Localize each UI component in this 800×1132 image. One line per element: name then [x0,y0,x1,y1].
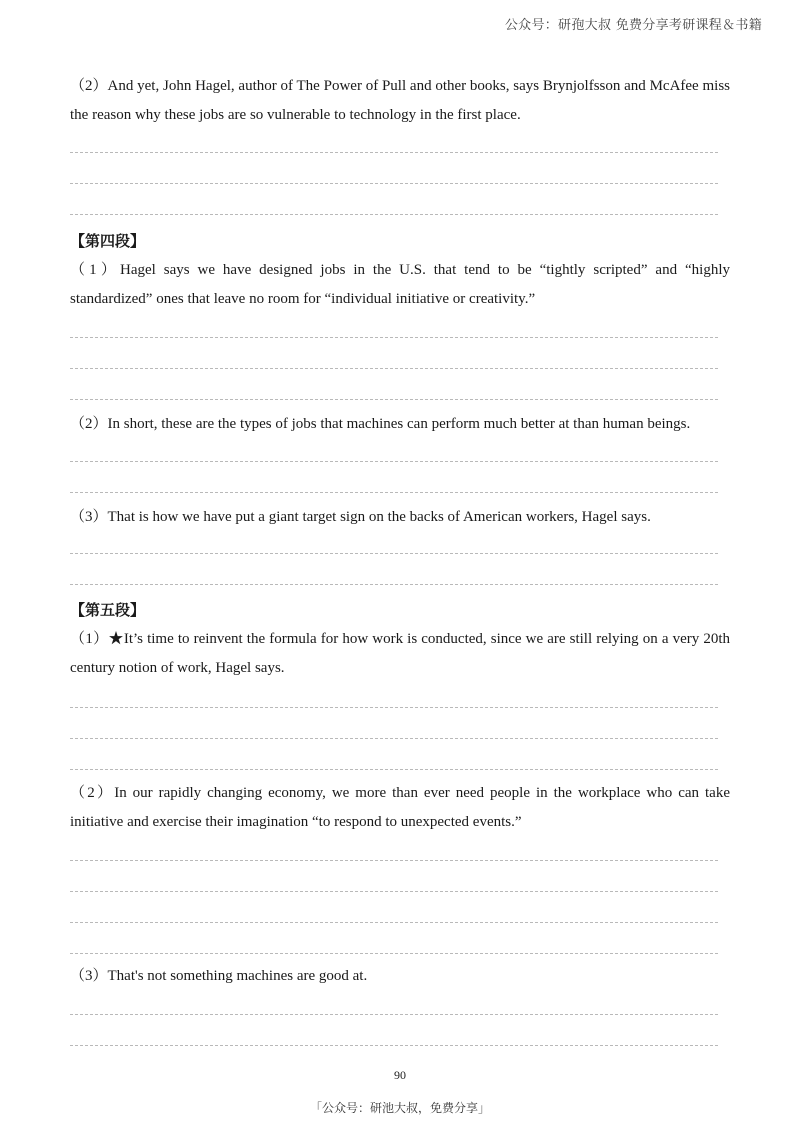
writing-line [70,399,718,400]
writing-line [70,492,718,493]
writing-line [70,891,718,892]
paragraph-3-sentence-2: （2）And yet, John Hagel, author of The Power of Pull and other books, says Brynjolfsson and McAfee miss the reason why these jobs are so vulnerable to technology in the first place. [70,78,730,123]
paragraph-4-sentence-3: （3）That is how we have put a giant target sign on the backs of American workers, Hagel says. [70,509,651,525]
writing-line [70,214,718,215]
writing-line [70,707,718,708]
paragraph-5-sentence-3: （3）That's not something machines are good at. [70,968,368,984]
writing-line [70,1045,718,1046]
writing-line [70,953,718,954]
writing-line [70,337,718,338]
writing-line [70,461,718,462]
writing-line [70,769,718,770]
writing-line [70,922,718,923]
page-header: 公众号：研孢大叔 免费分享考研课程＆书籍 [504,18,762,33]
writing-line [70,183,718,184]
writing-line [70,738,718,739]
paragraph-4-sentence-2: （2）In short, these are the types of jobs that machines can perform much better at than human beings. [70,416,691,432]
section-heading-paragraph-5: 【第五段】 [70,601,146,619]
paragraph-5-sentence-2: （2）In our rapidly changing economy, we more than ever need people in the workplace who can take initiative and exercise their imagination “to respond to unexpected events.” [70,785,730,830]
writing-line [70,860,718,861]
paragraph-4-sentence-1: （1）Hagel says we have designed jobs in the U.S. that tend to be “tightly scripted” and “highly standardized” ones that leave no room for “individual initiative or creativity.” [70,262,730,307]
writing-line [70,584,718,585]
writing-line [70,368,718,369]
page-number: 90 [394,1068,406,1082]
writing-line [70,553,718,554]
page-footer: 「公众号：研池大叔，免费分享」 [309,1101,490,1115]
writing-line [70,1014,718,1015]
paragraph-5-sentence-1: （1）★It’s time to reinvent the formula for how work is conducted, since we are still relying on a very 20th century notion of work, Hagel says. [70,631,730,676]
writing-line [70,152,718,153]
section-heading-paragraph-4: 【第四段】 [70,232,146,250]
